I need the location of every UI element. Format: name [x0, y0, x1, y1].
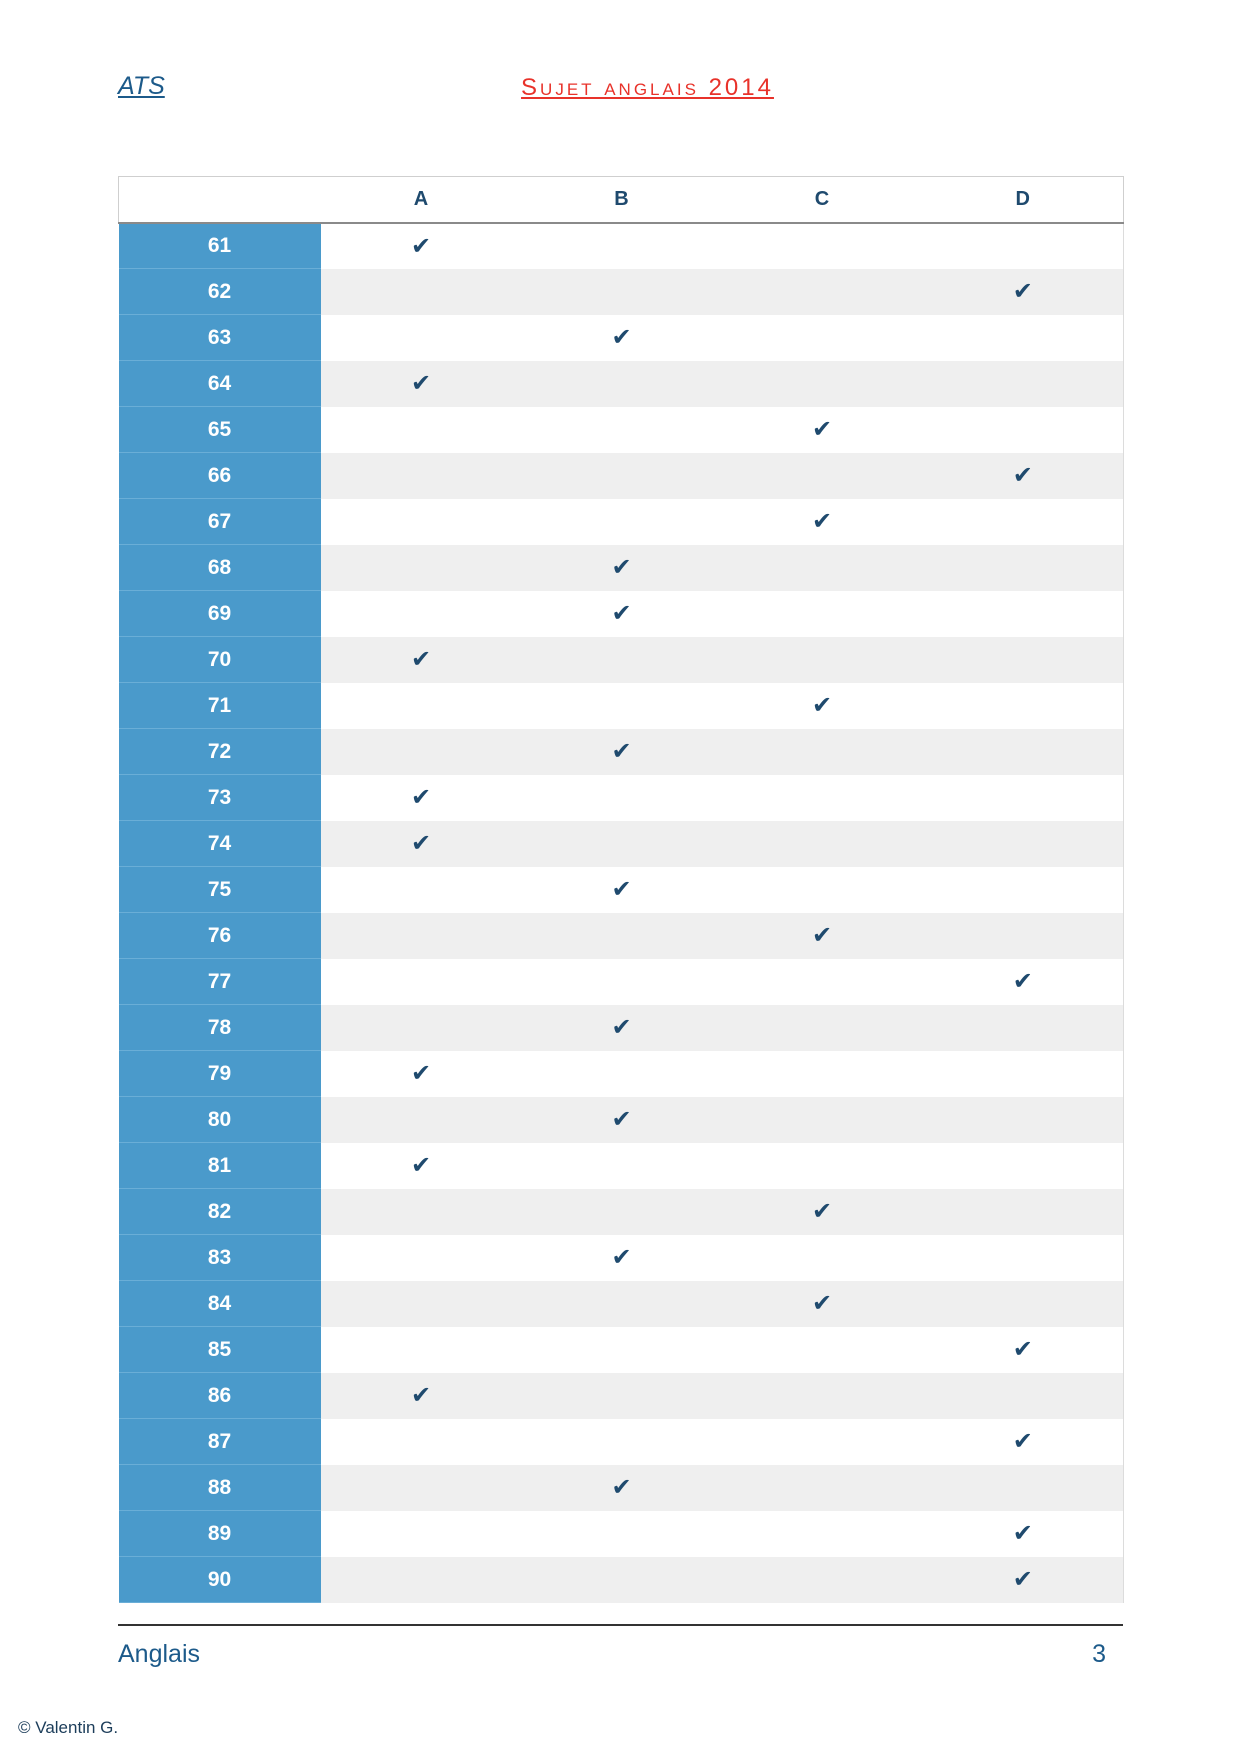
answer-cell-c: [722, 1373, 923, 1419]
answer-cell-c: [722, 1189, 923, 1235]
question-number: 69: [119, 591, 321, 637]
answer-cell-c: [722, 1281, 923, 1327]
question-number: 64: [119, 361, 321, 407]
answer-cell-a: [321, 453, 522, 499]
answer-cell-c: [722, 453, 923, 499]
answer-cell-a: [321, 269, 522, 315]
checkmark-icon: ✔: [611, 554, 632, 581]
answer-cell-c: [722, 1051, 923, 1097]
answer-cell-c: [722, 407, 923, 453]
answer-table-body: [119, 223, 1124, 1603]
checkmark-icon: ✔: [611, 1106, 632, 1133]
answer-cell-b: [522, 1373, 722, 1419]
table-row: [119, 499, 1124, 545]
answer-cell-c: [722, 1465, 923, 1511]
answer-cell-a: [321, 1327, 522, 1373]
checkmark-icon: ✔: [410, 784, 432, 811]
answer-cell-d: [923, 1419, 1124, 1465]
answer-cell-c: [722, 775, 923, 821]
answer-cell-c: [722, 1511, 923, 1557]
question-number: 61: [119, 223, 321, 269]
answer-cell-d: [923, 729, 1124, 775]
question-number: 77: [119, 959, 321, 1005]
answer-cell-c: [722, 1327, 923, 1373]
answer-cell-d: [923, 1051, 1124, 1097]
answer-cell-b: [522, 1327, 722, 1373]
question-number: 67: [119, 499, 321, 545]
table-row: [119, 223, 1124, 269]
checkmark-icon: ✔: [811, 508, 833, 535]
answer-cell-c: [722, 637, 923, 683]
table-row: [119, 959, 1124, 1005]
question-number: 90: [119, 1557, 321, 1603]
answer-cell-d: [923, 1005, 1124, 1051]
question-number: 65: [119, 407, 321, 453]
checkmark-icon: ✔: [611, 1244, 632, 1271]
table-row: [119, 453, 1124, 499]
answer-cell-c: [722, 1557, 923, 1603]
answer-cell-a: [321, 683, 522, 729]
answer-cell-d: [923, 913, 1124, 959]
table-row: [119, 1097, 1124, 1143]
answer-cell-a: [321, 729, 522, 775]
answer-cell-d: [923, 361, 1124, 407]
table-row: [119, 913, 1124, 959]
answer-cell-b: [522, 775, 722, 821]
answer-cell-d: [923, 959, 1124, 1005]
answer-table: [118, 176, 1124, 1603]
answer-cell-d: [923, 867, 1124, 913]
checkmark-icon: ✔: [611, 1014, 632, 1041]
question-number: 85: [119, 1327, 321, 1373]
question-number: 73: [119, 775, 321, 821]
answer-cell-c: [722, 729, 923, 775]
answer-cell-a: [321, 545, 522, 591]
table-row: [119, 775, 1124, 821]
answer-cell-d: [923, 1097, 1124, 1143]
answer-cell-c: [722, 1005, 923, 1051]
answer-cell-b: [522, 1557, 722, 1603]
answer-cell-b: [522, 867, 722, 913]
answer-cell-c: [722, 1143, 923, 1189]
answer-cell-c: [722, 1419, 923, 1465]
question-number: 89: [119, 1511, 321, 1557]
answer-cell-a: [321, 637, 522, 683]
checkmark-icon: ✔: [410, 232, 432, 260]
answer-cell-b: [522, 499, 722, 545]
table-row: [119, 315, 1124, 361]
table-row: [119, 821, 1124, 867]
answer-cell-b: [522, 361, 722, 407]
checkmark-icon: ✔: [410, 370, 432, 397]
answer-cell-d: [923, 545, 1124, 591]
header-corner-cell: [119, 177, 321, 223]
table-row: [119, 361, 1124, 407]
table-header-row: [119, 177, 1124, 223]
table-row: [119, 591, 1124, 637]
answer-cell-a: [321, 775, 522, 821]
table-row: [119, 1281, 1124, 1327]
answer-cell-a: [321, 1465, 522, 1511]
answer-cell-d: [923, 1189, 1124, 1235]
question-number: 71: [119, 683, 321, 729]
question-number: 83: [119, 1235, 321, 1281]
table-row: [119, 1465, 1124, 1511]
answer-cell-d: [923, 591, 1124, 637]
checkmark-icon: ✔: [811, 692, 833, 719]
answer-cell-b: [522, 637, 722, 683]
table-row: [119, 1419, 1124, 1465]
page-number: 3: [1092, 1640, 1106, 1668]
checkmark-icon: ✔: [1012, 278, 1033, 305]
answer-cell-a: [321, 361, 522, 407]
checkmark-icon: ✔: [611, 600, 632, 627]
answer-cell-c: [722, 269, 923, 315]
question-number: 84: [119, 1281, 321, 1327]
answer-cell-d: [923, 1327, 1124, 1373]
table-row: [119, 545, 1124, 591]
answer-cell-d: [923, 1281, 1124, 1327]
table-row: [119, 729, 1124, 775]
answer-cell-d: [923, 775, 1124, 821]
checkmark-icon: ✔: [410, 1060, 432, 1087]
answer-cell-b: [522, 591, 722, 637]
table-row: [119, 1511, 1124, 1557]
checkmark-icon: ✔: [1012, 1428, 1033, 1455]
answer-cell-a: [321, 1557, 522, 1603]
question-number: 78: [119, 1005, 321, 1051]
table-row: [119, 1189, 1124, 1235]
question-number: 75: [119, 867, 321, 913]
question-number: 86: [119, 1373, 321, 1419]
answer-cell-a: [321, 1005, 522, 1051]
answer-cell-c: [722, 1235, 923, 1281]
table-row: [119, 1557, 1124, 1603]
table-row: [119, 269, 1124, 315]
checkmark-icon: ✔: [1012, 1336, 1033, 1363]
answer-cell-c: [722, 361, 923, 407]
answer-cell-b: [522, 959, 722, 1005]
answer-cell-a: [321, 1189, 522, 1235]
checkmark-icon: ✔: [811, 416, 833, 443]
question-number: 87: [119, 1419, 321, 1465]
answer-cell-b: [522, 223, 722, 269]
answer-cell-d: [923, 1373, 1124, 1419]
question-number: 72: [119, 729, 321, 775]
table-row: [119, 1143, 1124, 1189]
checkmark-icon: ✔: [811, 1290, 833, 1317]
answer-cell-d: [923, 453, 1124, 499]
answer-cell-d: [923, 1143, 1124, 1189]
answer-cell-b: [522, 1281, 722, 1327]
table-row: [119, 407, 1124, 453]
answer-cell-b: [522, 1051, 722, 1097]
table-row: [119, 637, 1124, 683]
table-row: [119, 867, 1124, 913]
question-number: 76: [119, 913, 321, 959]
answer-cell-b: [522, 1189, 722, 1235]
table-row: [119, 1051, 1124, 1097]
answer-cell-a: [321, 1051, 522, 1097]
answer-cell-d: [923, 1235, 1124, 1281]
answer-cell-b: [522, 453, 722, 499]
answer-cell-a: [321, 407, 522, 453]
checkmark-icon: ✔: [410, 646, 432, 673]
answer-cell-a: [321, 913, 522, 959]
answer-cell-d: [923, 637, 1124, 683]
table-row: [119, 1005, 1124, 1051]
checkmark-icon: ✔: [811, 922, 833, 949]
question-number: 62: [119, 269, 321, 315]
answer-cell-a: [321, 1373, 522, 1419]
answer-cell-d: [923, 821, 1124, 867]
answer-cell-c: [722, 959, 923, 1005]
answer-cell-a: [321, 315, 522, 361]
answer-cell-a: [321, 223, 522, 269]
answer-cell-a: [321, 1281, 522, 1327]
question-number: 82: [119, 1189, 321, 1235]
answer-cell-a: [321, 959, 522, 1005]
table-row: [119, 683, 1124, 729]
footer-divider: [118, 1624, 1123, 1626]
answer-cell-d: [923, 1465, 1124, 1511]
question-number: 88: [119, 1465, 321, 1511]
answer-cell-d: [923, 1511, 1124, 1557]
answer-cell-c: [722, 913, 923, 959]
question-number: 81: [119, 1143, 321, 1189]
answer-cell-a: [321, 499, 522, 545]
column-header-c: C: [722, 177, 923, 223]
answer-cell-b: [522, 1235, 722, 1281]
answer-cell-a: [321, 1511, 522, 1557]
answer-cell-c: [722, 545, 923, 591]
answer-cell-d: [923, 683, 1124, 729]
answer-cell-d: [923, 269, 1124, 315]
question-number: 80: [119, 1097, 321, 1143]
answer-cell-c: [722, 683, 923, 729]
checkmark-icon: ✔: [611, 876, 632, 903]
answer-cell-d: [923, 1557, 1124, 1603]
answer-cell-b: [522, 407, 722, 453]
question-number: 70: [119, 637, 321, 683]
answer-cell-b: [522, 821, 722, 867]
checkmark-icon: ✔: [611, 324, 632, 351]
answer-cell-b: [522, 1005, 722, 1051]
answer-cell-a: [321, 821, 522, 867]
answer-cell-b: [522, 269, 722, 315]
answer-cell-b: [522, 1511, 722, 1557]
answer-cell-b: [522, 913, 722, 959]
question-number: 68: [119, 545, 321, 591]
checkmark-icon: ✔: [1012, 1566, 1033, 1593]
checkmark-icon: ✔: [811, 1198, 833, 1225]
answer-cell-b: [522, 1097, 722, 1143]
table-row: [119, 1373, 1124, 1419]
document-title: Sujet anglais 2014: [521, 74, 774, 101]
checkmark-icon: ✔: [410, 1152, 432, 1179]
checkmark-icon: ✔: [1012, 1520, 1033, 1547]
checkmark-icon: ✔: [611, 738, 632, 765]
answer-cell-c: [722, 821, 923, 867]
question-number: 74: [119, 821, 321, 867]
answer-cell-a: [321, 867, 522, 913]
footer-subject: Anglais: [118, 1640, 200, 1668]
answer-cell-c: [722, 1097, 923, 1143]
answer-cell-a: [321, 1097, 522, 1143]
answer-cell-c: [722, 591, 923, 637]
answer-cell-c: [722, 499, 923, 545]
column-header-b: B: [522, 177, 722, 223]
checkmark-icon: ✔: [611, 1474, 632, 1501]
checkmark-icon: ✔: [1012, 968, 1033, 995]
answer-cell-a: [321, 1419, 522, 1465]
question-number: 66: [119, 453, 321, 499]
answer-cell-b: [522, 315, 722, 361]
answer-cell-b: [522, 683, 722, 729]
answer-cell-c: [722, 223, 923, 269]
answer-cell-b: [522, 1465, 722, 1511]
column-header-a: A: [321, 177, 522, 223]
answer-cell-c: [722, 867, 923, 913]
answer-cell-b: [522, 1419, 722, 1465]
question-number: 79: [119, 1051, 321, 1097]
answer-cell-d: [923, 315, 1124, 361]
question-number: 63: [119, 315, 321, 361]
header-ats: ATS: [118, 72, 165, 100]
copyright-notice: © Valentin G.: [18, 1718, 119, 1737]
answer-cell-b: [522, 545, 722, 591]
answer-cell-d: [923, 223, 1124, 269]
table-row: [119, 1327, 1124, 1373]
answer-cell-d: [923, 407, 1124, 453]
answer-cell-a: [321, 1143, 522, 1189]
table-row: [119, 1235, 1124, 1281]
answer-cell-a: [321, 1235, 522, 1281]
checkmark-icon: ✔: [1012, 462, 1033, 489]
answer-cell-a: [321, 591, 522, 637]
column-header-d: D: [923, 177, 1124, 223]
answer-cell-b: [522, 1143, 722, 1189]
checkmark-icon: ✔: [410, 830, 432, 857]
answer-cell-c: [722, 315, 923, 361]
checkmark-icon: ✔: [410, 1382, 432, 1409]
answer-cell-d: [923, 499, 1124, 545]
answer-cell-b: [522, 729, 722, 775]
